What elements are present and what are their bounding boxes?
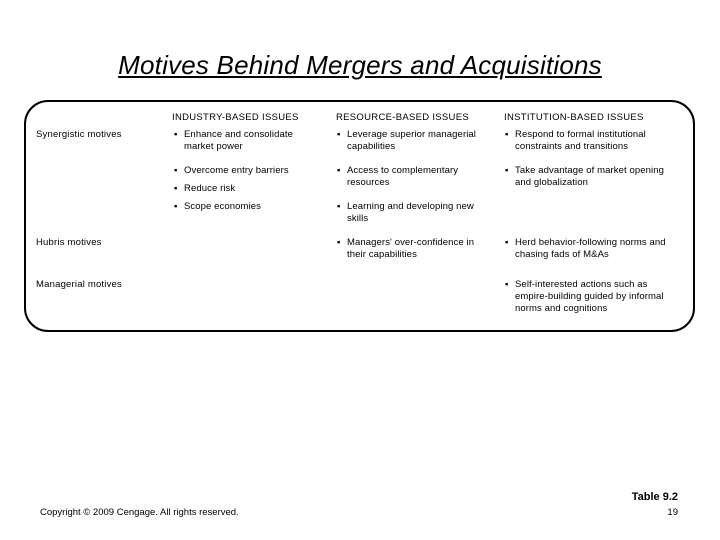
resource-item: ▪ Learning and developing new skills — [337, 201, 474, 224]
bullet-icon: ▪ — [505, 129, 509, 140]
row-label-synergistic: Synergistic motives — [36, 129, 122, 140]
bullet-icon: ▪ — [337, 129, 341, 140]
industry-item: ▪ Enhance and consolidate market power — [174, 129, 293, 152]
institution-item: ▪ Respond to formal institutional constraints and transitions — [505, 129, 646, 152]
slide-title: Motives Behind Mergers and Acquisitions — [118, 50, 602, 80]
industry-item: ▪ Overcome entry barriers — [174, 165, 289, 176]
bullet-icon: ▪ — [505, 279, 509, 290]
bullet-icon: ▪ — [337, 237, 341, 248]
institution-item: ▪ Take advantage of market opening and globalization — [505, 165, 664, 188]
bullet-icon: ▪ — [174, 183, 178, 194]
bullet-icon: ▪ — [505, 165, 509, 176]
page-number: 19 — [667, 507, 678, 518]
bullet-icon: ▪ — [505, 237, 509, 248]
column-header-resource: RESOURCE-BASED ISSUES — [336, 112, 469, 123]
copyright-notice: Copyright © 2009 Cengage. All rights reserved. — [40, 507, 239, 518]
resource-item: ▪ Access to complementary resources — [337, 165, 459, 188]
resource-item: ▪ Managers' over-confidence in their capabilities — [337, 237, 475, 260]
table-label: Table 9.2 — [631, 491, 678, 503]
column-header-industry: INDUSTRY-BASED ISSUES — [172, 112, 299, 123]
column-header-institution: INSTITUTION-BASED ISSUES — [504, 112, 644, 123]
institution-item: ▪ Herd behavior-following norms and chasing fads of M&As — [505, 237, 666, 260]
industry-item: ▪ Scope economies — [174, 201, 262, 212]
bullet-icon: ▪ — [337, 165, 341, 176]
bullet-icon: ▪ — [174, 165, 178, 176]
bullet-icon: ▪ — [337, 201, 341, 212]
industry-item: ▪ Reduce risk — [174, 183, 236, 194]
row-label-hubris: Hubris motives — [36, 237, 102, 248]
row-label-managerial: Managerial motives — [36, 279, 122, 290]
institution-item: ▪ Self-interested actions such as empire-building guided by informal norms and cognitions — [505, 279, 664, 314]
bullet-icon: ▪ — [174, 201, 178, 212]
resource-item: ▪ Leverage superior managerial capabilities — [337, 129, 477, 152]
bullet-icon: ▪ — [174, 129, 178, 140]
